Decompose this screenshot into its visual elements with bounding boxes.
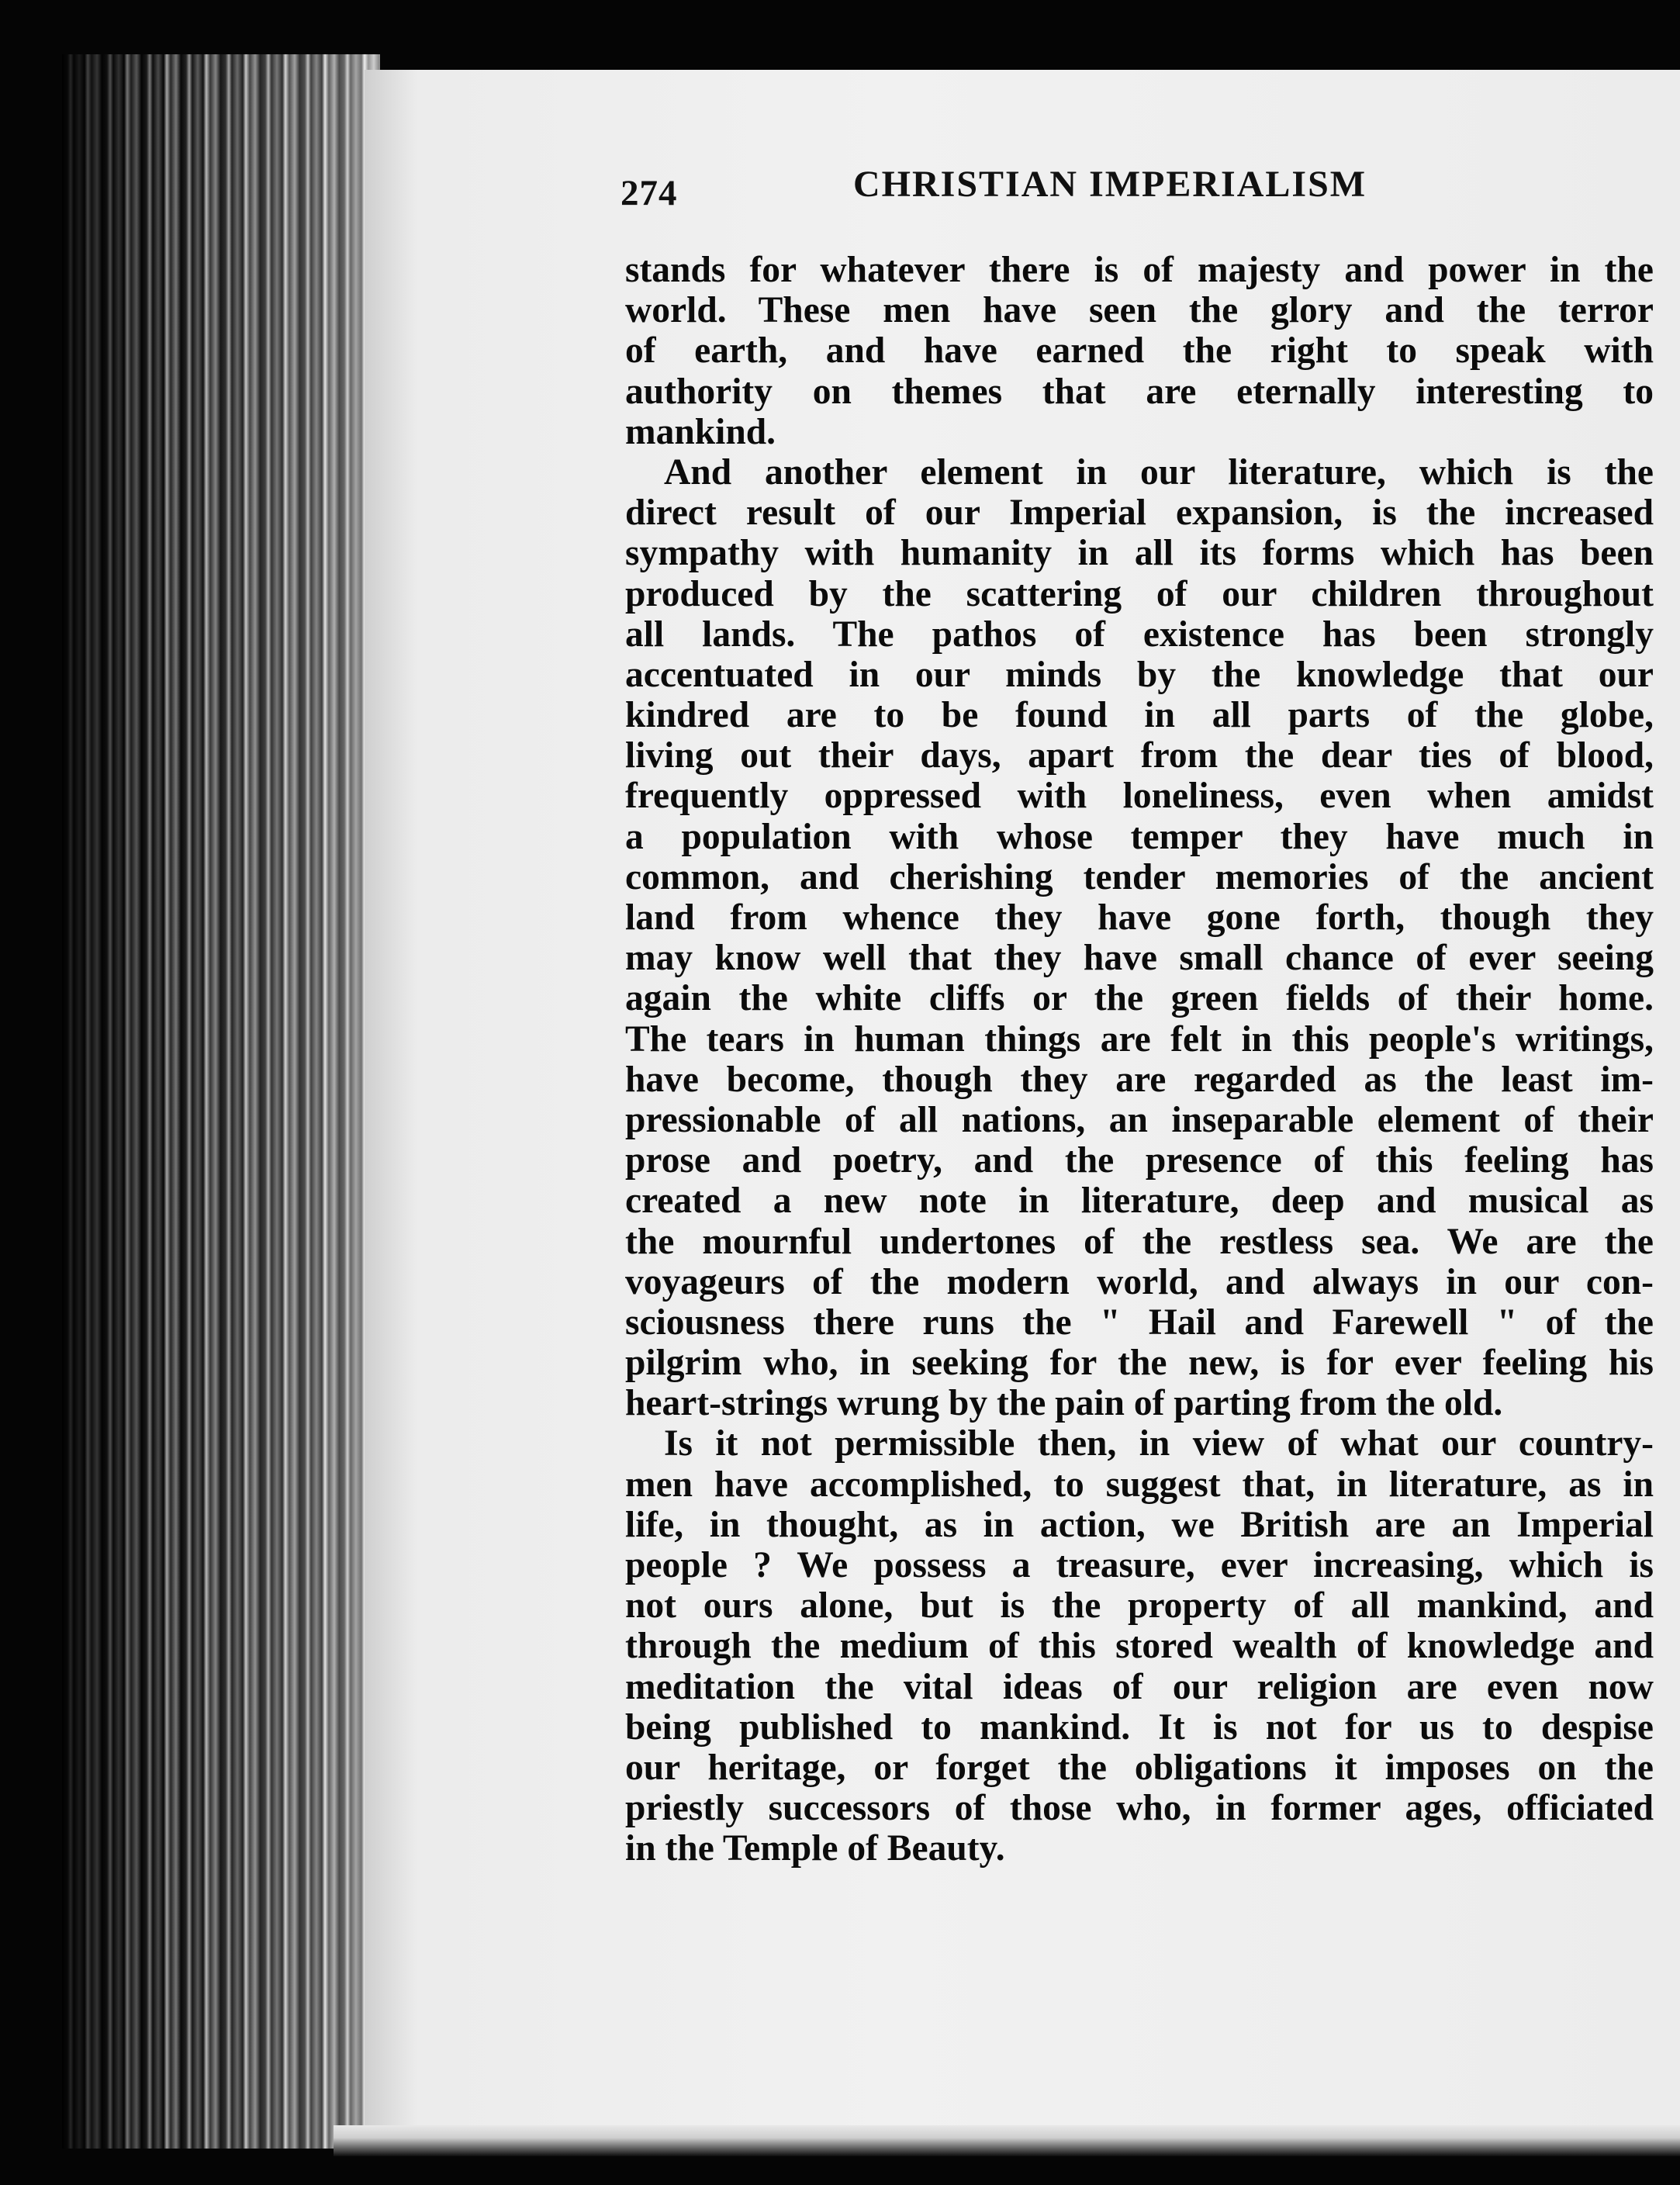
- text-line: sympathy with humanity in all its forms which has been: [625, 533, 1654, 574]
- body-text: [625, 250, 1654, 1869]
- text-line: not ours alone, but is the property of all mankind, and: [625, 1585, 1654, 1627]
- text-line: have become, though they are regarded as the least im-: [625, 1059, 1654, 1100]
- page-number: 274: [620, 173, 678, 213]
- text-line: And another element in our literature, which is the: [664, 451, 1654, 493]
- text-line: accentuated in our minds by the knowledge that our: [625, 654, 1654, 695]
- text-line: prose and poetry, and the presence of this feeling has: [625, 1140, 1654, 1181]
- text-line: direct result of our Imperial expansion, is the increased: [625, 493, 1654, 534]
- text-line: The tears in human things are felt in this people's writings,: [625, 1018, 1654, 1060]
- text-line: frequently oppressed with loneliness, even when amidst: [625, 776, 1654, 817]
- text-line: meditation the vital ideas of our religion are even now: [625, 1666, 1654, 1707]
- text-line: all lands. The pathos of existence has been strongly: [625, 614, 1654, 655]
- text-line: pilgrim who, in seeking for the new, is for ever feeling his: [625, 1343, 1654, 1384]
- text-line: a population with whose temper they have much in: [625, 816, 1654, 857]
- spine-shadow: [62, 54, 380, 2149]
- text-line: land from whence they have gone forth, though they: [625, 897, 1654, 938]
- text-line: common, and cherishing tender memories of the ancient: [625, 856, 1654, 897]
- text-line: our heritage, or forget the obligations it imposes on the: [625, 1747, 1654, 1788]
- text-line: life, in thought, as in action, we British are an Imperial: [625, 1504, 1654, 1545]
- text-line: of earth, and have earned the right to speak with: [625, 330, 1654, 372]
- text-line: in the Temple of Beauty.: [625, 1828, 1005, 1869]
- text-line: stands for whatever there is of majesty and power in the: [625, 250, 1654, 290]
- text-line: kindred are to be found in all parts of the globe,: [625, 695, 1654, 736]
- text-line: the mournful undertones of the restless sea. We are the: [625, 1221, 1654, 1262]
- text-line: created a new note in literature, deep and musical as: [625, 1181, 1654, 1222]
- text-line: voyageurs of the modern world, and always in our con-: [625, 1261, 1654, 1302]
- text-line: may know well that they have small chance of ever seeing: [625, 938, 1654, 979]
- text-line: being published to mankind. It is not for us to despise: [625, 1706, 1654, 1748]
- text-line: pressionable of all nations, an inseparable element of their: [625, 1099, 1654, 1140]
- text-line: living out their days, apart from the dear ties of blood,: [625, 735, 1654, 776]
- text-line: sciousness there runs the " Hail and Farewell " of the: [625, 1302, 1654, 1343]
- text-line: priestly successors of those who, in former ages, officiated: [625, 1788, 1654, 1829]
- running-header: [620, 163, 1644, 225]
- text-line: men have accomplished, to suggest that, in literature, as in: [625, 1464, 1654, 1505]
- page-bottom-edge: [334, 2125, 1680, 2156]
- text-line: world. These men have seen the glory and the terror: [625, 290, 1654, 331]
- text-line: Is it not permissible then, in view of what our country-: [664, 1423, 1654, 1464]
- running-title: CHRISTIAN IMPERIALISM: [853, 164, 1367, 205]
- text-line: heart-strings wrung by the pain of parting from the old.: [625, 1383, 1503, 1424]
- text-line: produced by the scattering of our children throughout: [625, 573, 1654, 614]
- text-line: through the medium of this stored wealth of knowledge and: [625, 1626, 1654, 1667]
- text-line: again the white cliffs or the green fields of their home.: [625, 978, 1654, 1019]
- text-line: authority on themes that are eternally interesting to: [625, 371, 1654, 412]
- text-line: mankind.: [625, 411, 776, 452]
- text-line: people ? We possess a treasure, ever increasing, which is: [625, 1545, 1654, 1585]
